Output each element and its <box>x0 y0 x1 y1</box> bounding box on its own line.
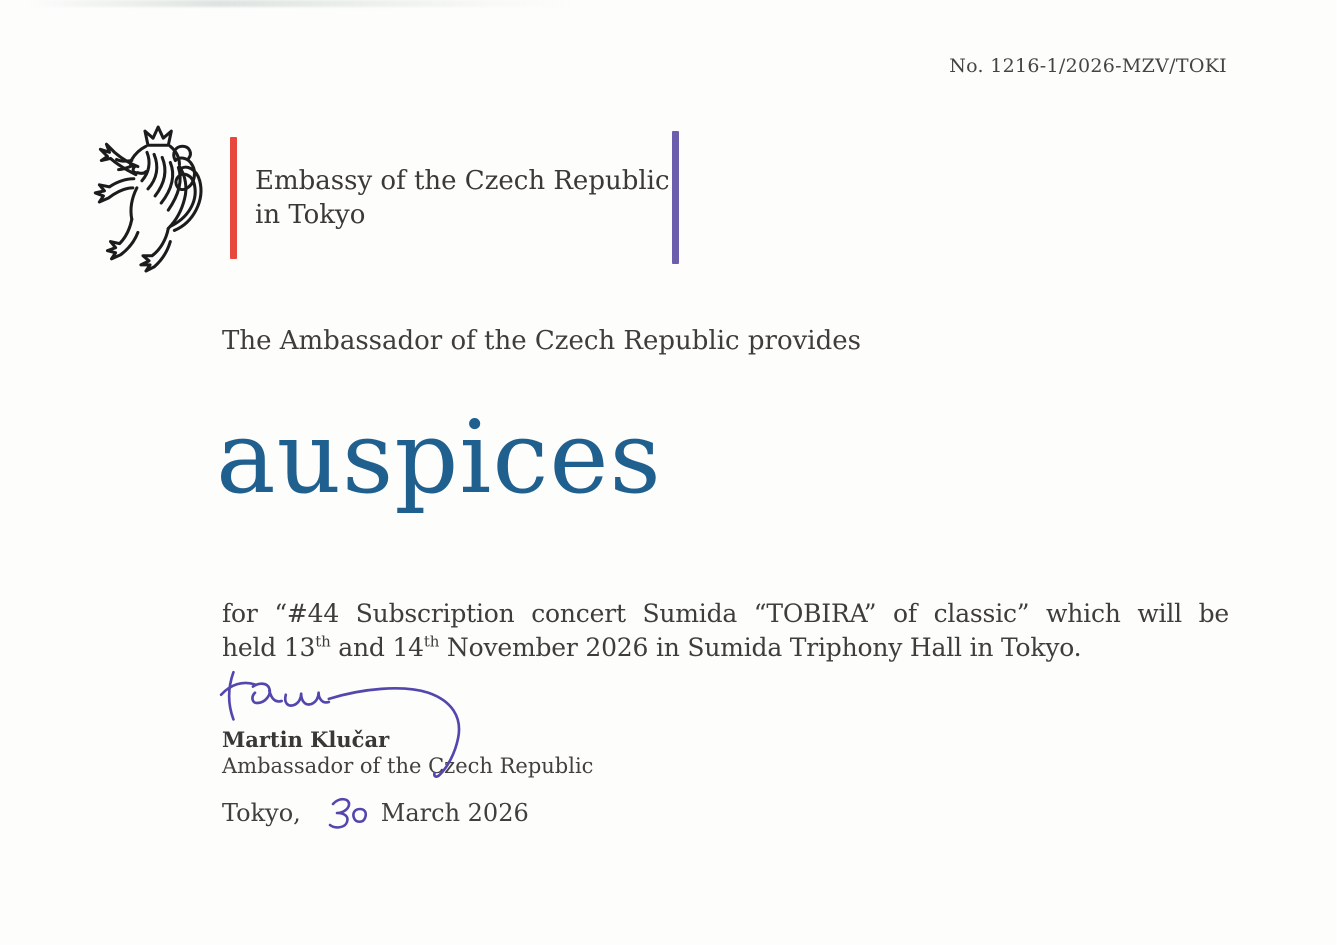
reference-number: No. 1216-1/2026-MZV/TOKI <box>949 55 1227 77</box>
dateline <box>222 799 529 839</box>
body-paragraph <box>222 597 1229 665</box>
dateline-month-year: March 2026 <box>380 799 529 827</box>
dateline-place: Tokyo, <box>222 799 301 827</box>
letterhead-purple-bar <box>672 131 679 264</box>
body-line-2: held 13th and 14th November 2026 in Sumida Triphony Hall in Tokyo. <box>222 632 1082 662</box>
czech-lion-emblem <box>86 125 208 273</box>
body-line-1: for “#44 Subscription concert Sumida “TOBIRA” of classic” which will be <box>222 599 1229 628</box>
embassy-name-line2: in Tokyo <box>255 200 366 230</box>
intro-line: The Ambassador of the Czech Republic provides <box>222 326 861 356</box>
scan-artifact-top <box>28 0 573 7</box>
letterhead-red-bar <box>230 137 237 259</box>
handwritten-day <box>325 795 371 839</box>
embassy-name <box>255 164 670 232</box>
signatory-block <box>222 727 593 778</box>
embassy-name-line1: Embassy of the Czech Republic <box>255 166 670 196</box>
signatory-title: Ambassador of the Czech Republic <box>222 754 594 778</box>
auspices-headline: auspices <box>216 399 662 516</box>
signatory-name: Martin Klučar <box>222 727 390 752</box>
